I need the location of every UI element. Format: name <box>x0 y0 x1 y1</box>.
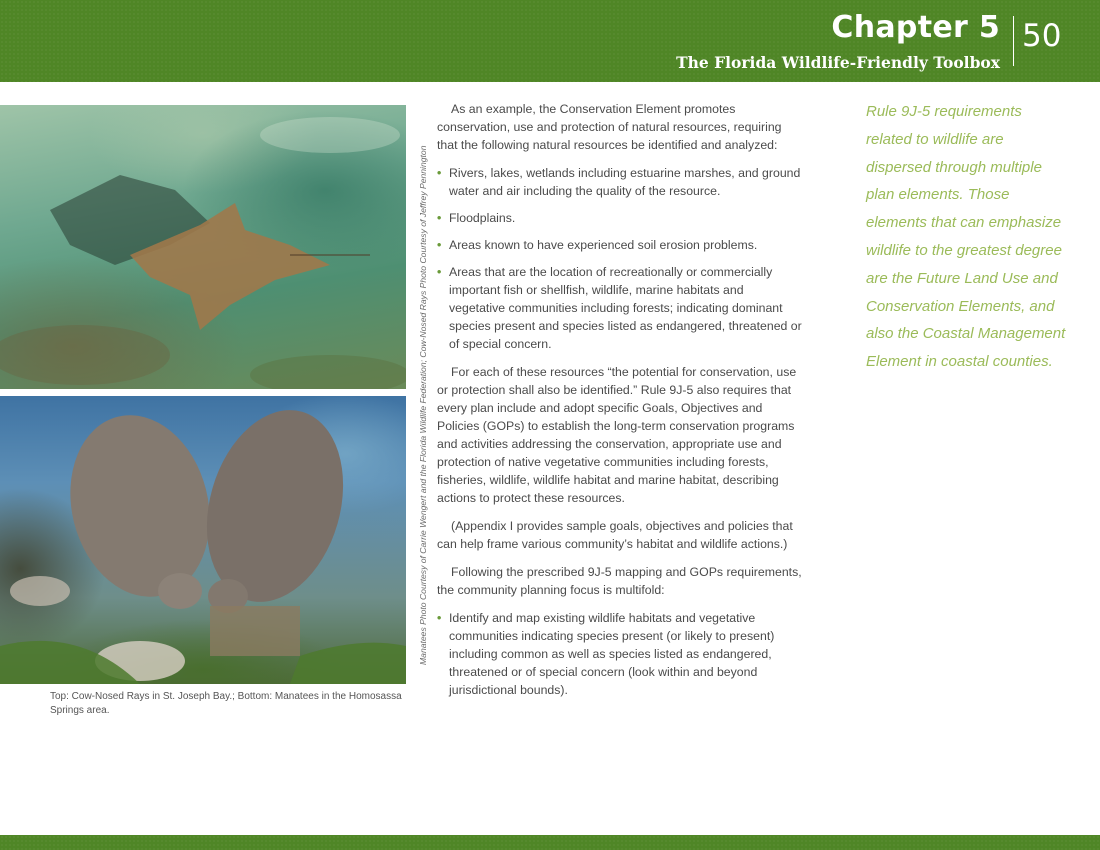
list-item: • Rivers, lakes, wetlands including estuarine marshes, and ground water and air including the quality of the resource. <box>437 166 801 198</box>
manatee-left-shape <box>52 400 228 611</box>
photo-caption: Top: Cow-Nosed Rays in St. Joseph Bay.; Bottom: Manatees in the Homosassa Springs area. <box>50 691 402 716</box>
chapter-header-bar <box>0 0 1100 82</box>
list-item: • Areas known to have experienced soil erosion problems. <box>437 238 758 252</box>
bullet-icon: • <box>437 166 442 180</box>
focus-intro-paragraph: Following the prescribed 9J-5 mapping and GOPs requirements, the community planning focus is multifold: <box>437 565 802 597</box>
cow-nosed-rays-photo <box>0 105 406 389</box>
manatees-photo <box>0 396 406 684</box>
pull-quote: Rule 9J-5 requirements related to wildlife are dispersed through multiple plan elements. Those elements that can emphasize wildlife to the greatest degree are the Future Land Use and Conservation Elements, and also the Coastal Management Element in coastal counties. <box>866 103 1066 371</box>
appendix-paragraph: (Appendix I provides sample goals, objectives and policies that can help frame various community’s habitat and wildlife actions.) <box>437 519 793 551</box>
focus-list <box>437 609 803 699</box>
body-text-column <box>437 100 803 709</box>
resources-paragraph: For each of these resources “the potential for conservation, use or protection shall also be identified.” Rule 9J-5 also requires that every plan include and adopt specific Goals, Objectives and Policies (GOPs) to establish the long-term conservation programs and activities addressing the conservation, appropriate use and protection of native vegetative communities including forests, fisheries, wildlife, wildlife habitat and marine habitat, describing actions to protect these resources. <box>437 365 797 505</box>
photo-credit-vertical: Manatees Photo Courtesy of Carrie Wengert and the Florida Wildlife Federation; Cow-Nosed Rays Photo Courtesy of Jeffrey Pennington <box>418 145 428 665</box>
resources-list <box>437 164 803 353</box>
bullet-icon: • <box>437 265 442 279</box>
rays-illustration <box>0 105 406 389</box>
header-divider <box>1013 16 1014 66</box>
manatee-right-shape <box>186 396 365 618</box>
page-number: 50 <box>1022 18 1062 54</box>
bullet-icon: • <box>437 238 442 252</box>
intro-paragraph: As an example, the Conservation Element promotes conservation, use and protection of natural resources, requiring that the following natural resources be identified and analyzed: <box>437 102 782 152</box>
list-item: • Floodplains. <box>437 211 516 225</box>
bullet-icon: • <box>437 611 442 625</box>
manatees-illustration <box>0 396 406 684</box>
list-item: • Areas that are the location of recreationally or commercially important fish or shellfish, wildlife, marine habitats and vegetative communities including forests; indicating dominant species present and species listed as endangered, threatened or of special concern. <box>437 265 802 351</box>
list-item: • Identify and map existing wildlife habitats and vegetative communities indicating species present (or likely to present) including common as well as species listed as endangered, threatened or of special concern (look within and beyond jurisdictional bounds). <box>437 611 775 697</box>
footer-bar <box>0 835 1100 850</box>
bullet-icon: • <box>437 211 442 225</box>
chapter-title: Chapter 5 <box>831 10 1000 45</box>
book-title: The Florida Wildlife-Friendly Toolbox <box>676 53 1000 72</box>
